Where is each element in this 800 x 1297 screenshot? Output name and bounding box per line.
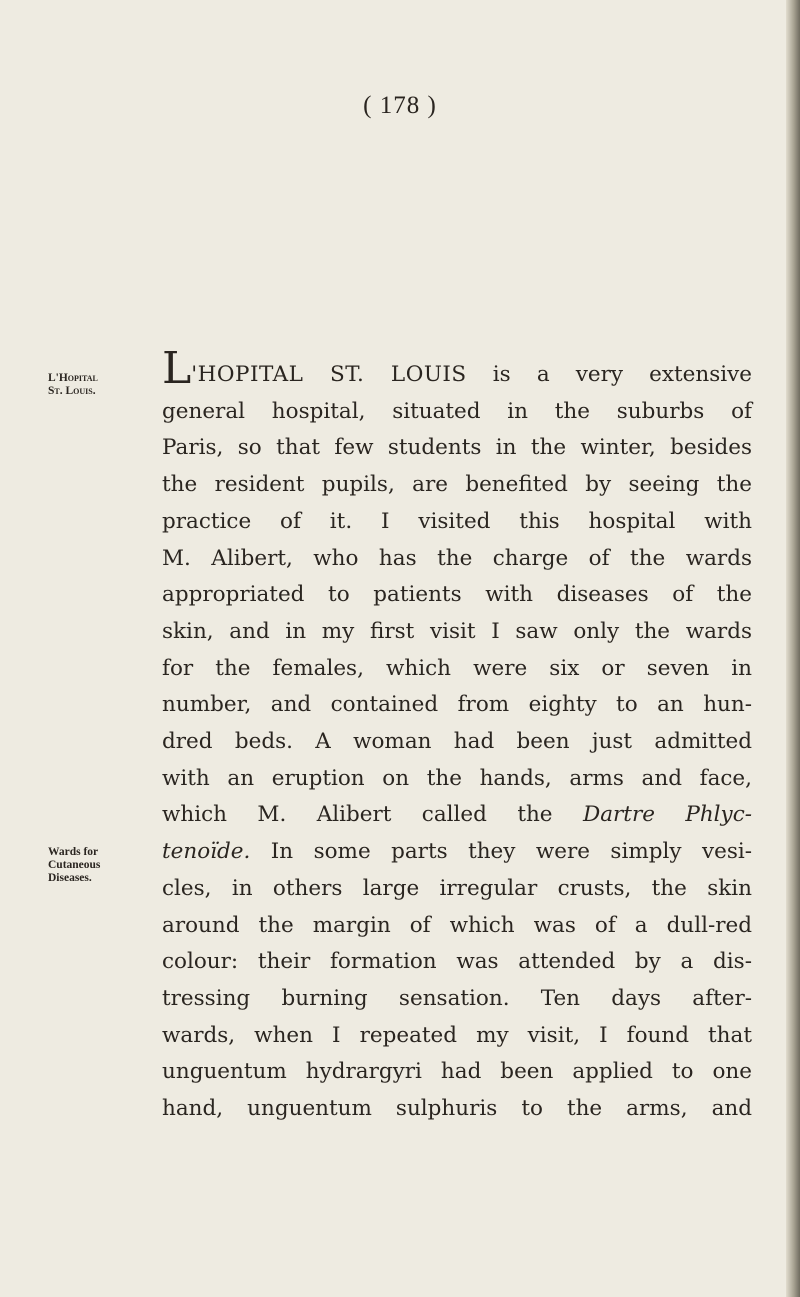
text-span: which M. Alibert called the xyxy=(162,802,583,828)
text-line: wards, when I repeated my visit, I found that xyxy=(162,1022,752,1048)
text-line: with an eruption on the hands, arms and face, xyxy=(162,765,752,791)
text-line: general hospital, situated in the suburbs of xyxy=(162,398,752,424)
text-line xyxy=(162,834,752,871)
opening-caps: 'HOPITAL ST. LOUIS xyxy=(191,362,467,387)
text-line: practice of it. I visited this hospital with xyxy=(162,508,752,534)
text-line: unguentum hydrargyri had been applied to one xyxy=(162,1059,752,1085)
text-line: tressing burning sensation. Ten days after- xyxy=(162,985,752,1011)
text-line: cles, in others large irregular crusts, the skin xyxy=(162,875,752,901)
body-text xyxy=(162,343,753,1128)
text-line xyxy=(162,797,752,834)
text-line: hand, unguentum sulphuris to the arms, and xyxy=(162,1096,752,1122)
text-line: around the margin of which was of a dull-red xyxy=(162,912,752,938)
text-line: Paris, so that few students in the winter, besides xyxy=(162,435,752,461)
text-line: number, and contained from eighty to an hun- xyxy=(162,692,752,718)
text-line: skin, and in my first visit I saw only the wards xyxy=(162,618,752,644)
margin-note-line: Wards for xyxy=(48,846,99,858)
text-span: is a very extensive xyxy=(466,362,753,387)
margin-note-line: L'Hopital xyxy=(48,372,98,384)
text-line: M. Alibert, who has the charge of the wards xyxy=(162,545,752,571)
text-line: dred beds. A woman had been just admitted xyxy=(162,729,752,755)
page-number: ( 178 ) xyxy=(363,92,437,119)
text-line: colour: their formation was attended by a dis- xyxy=(162,949,752,975)
italic-term: tenoïde. xyxy=(162,839,251,865)
margin-note-wards xyxy=(48,846,144,885)
text-line: appropriated to patients with diseases of the xyxy=(162,582,752,608)
text-span: In some parts they were simply vesi- xyxy=(250,839,752,865)
margin-note-hospital xyxy=(48,372,144,398)
text-line: for the females, which were six or seven in xyxy=(162,655,752,681)
text-line: the resident pupils, are benefited by seeing the xyxy=(162,472,752,498)
text-line xyxy=(162,343,753,394)
drop-cap: L xyxy=(162,343,192,394)
margin-note-line: Diseases. xyxy=(48,872,92,884)
italic-term: Dartre Phlyc- xyxy=(582,802,753,828)
margin-note-line: Cutaneous xyxy=(48,859,101,871)
margin-note-line: St. Louis. xyxy=(48,385,96,397)
page-edge-shadow xyxy=(786,0,800,1297)
